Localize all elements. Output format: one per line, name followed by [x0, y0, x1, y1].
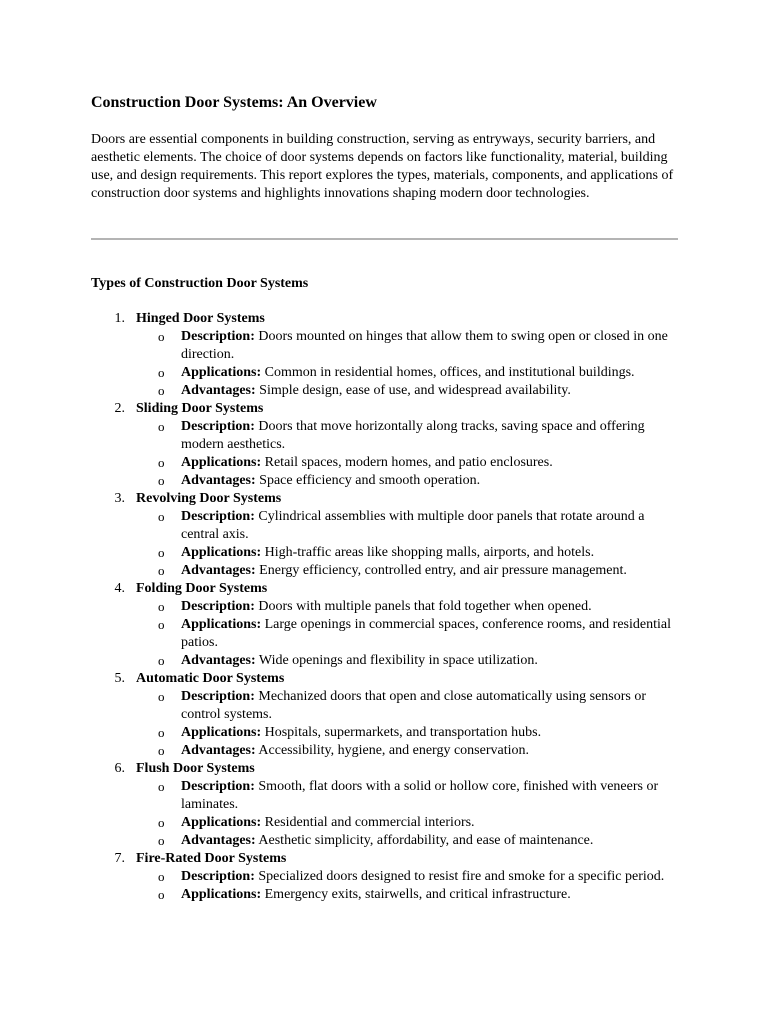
- detail-text: Large openings in commercial spaces, conference rooms, and residential patios.: [181, 617, 671, 650]
- detail-text: Smooth, flat doors with a solid or hollow core, finished with veneers or laminates.: [181, 779, 659, 812]
- bullet-icon: o: [158, 455, 165, 470]
- detail-label: Applications:: [181, 725, 262, 740]
- detail-item: [136, 652, 678, 670]
- detail-label: Description:: [181, 599, 255, 614]
- detail-text: Residential and commercial interiors.: [264, 815, 475, 830]
- detail-text: Accessibility, hygiene, and energy conservation.: [258, 743, 529, 758]
- door-type-details: [136, 418, 691, 490]
- detail-item: [136, 868, 678, 886]
- detail-text: Emergency exits, stairwells, and critical infrastructure.: [264, 887, 571, 902]
- detail-item: [136, 616, 678, 652]
- bullet-icon: o: [158, 617, 165, 632]
- detail-item: [136, 472, 678, 490]
- list-number: 6.: [114, 761, 125, 776]
- detail-item: [136, 832, 678, 850]
- detail-item: [136, 778, 678, 814]
- detail-label: Advantages:: [181, 743, 256, 758]
- detail-label: Applications:: [181, 815, 262, 830]
- list-number: 2.: [114, 401, 125, 416]
- door-type-item: [91, 310, 691, 400]
- bullet-icon: o: [158, 779, 165, 794]
- bullet-icon: o: [158, 887, 165, 902]
- detail-text: Doors mounted on hinges that allow them to swing open or closed in one direction.: [181, 329, 668, 362]
- bullet-icon: o: [158, 815, 165, 830]
- detail-text: Hospitals, supermarkets, and transportation hubs.: [264, 725, 542, 740]
- bullet-icon: o: [158, 383, 165, 398]
- detail-item: [136, 814, 678, 832]
- door-type-details: [136, 868, 691, 904]
- detail-label: Applications:: [181, 887, 262, 902]
- door-type-details: [136, 328, 691, 400]
- door-type-name: Flush Door Systems: [136, 761, 255, 776]
- detail-item: [136, 454, 678, 472]
- detail-item: [136, 418, 678, 454]
- detail-label: Advantages:: [181, 473, 256, 488]
- list-number: 7.: [114, 851, 125, 866]
- bullet-icon: o: [158, 689, 165, 704]
- bullet-icon: o: [158, 725, 165, 740]
- door-type-name: Revolving Door Systems: [136, 491, 282, 506]
- bullet-icon: o: [158, 329, 165, 344]
- door-type-name: Folding Door Systems: [136, 581, 268, 596]
- door-types-list: [91, 310, 691, 904]
- door-type-name: Hinged Door Systems: [136, 311, 265, 326]
- detail-label: Applications:: [181, 545, 262, 560]
- detail-label: Advantages:: [181, 833, 256, 848]
- door-type-name: Fire-Rated Door Systems: [136, 851, 287, 866]
- detail-label: Advantages:: [181, 563, 256, 578]
- bullet-icon: o: [158, 419, 165, 434]
- detail-label: Applications:: [181, 455, 262, 470]
- detail-text: Simple design, ease of use, and widespread availability.: [259, 383, 571, 398]
- door-type-name: Sliding Door Systems: [136, 401, 264, 416]
- detail-item: [136, 742, 678, 760]
- detail-text: Aesthetic simplicity, affordability, and ease of maintenance.: [258, 833, 594, 848]
- bullet-icon: o: [158, 833, 165, 848]
- door-type-item: [91, 580, 691, 670]
- bullet-icon: o: [158, 563, 165, 578]
- bullet-icon: o: [158, 653, 165, 668]
- detail-item: [136, 562, 678, 580]
- detail-item: [136, 724, 678, 742]
- detail-text: Retail spaces, modern homes, and patio enclosures.: [264, 455, 553, 470]
- detail-label: Description:: [181, 419, 255, 434]
- detail-label: Description:: [181, 329, 255, 344]
- list-number: 5.: [114, 671, 125, 686]
- document-title: Construction Door Systems: An Overview: [91, 94, 377, 111]
- horizontal-divider: [91, 238, 678, 240]
- detail-label: Description:: [181, 509, 255, 524]
- detail-label: Advantages:: [181, 653, 256, 668]
- section-heading: Types of Construction Door Systems: [91, 276, 309, 291]
- door-type-item: [91, 670, 691, 760]
- detail-label: Description:: [181, 779, 255, 794]
- door-type-name: Automatic Door Systems: [136, 671, 285, 686]
- detail-text: Wide openings and flexibility in space utilization.: [258, 653, 538, 668]
- bullet-icon: o: [158, 545, 165, 560]
- detail-item: [136, 364, 678, 382]
- door-type-item: [91, 490, 691, 580]
- detail-label: Description:: [181, 689, 255, 704]
- door-type-details: [136, 778, 691, 850]
- detail-item: [136, 598, 678, 616]
- door-type-item: [91, 760, 691, 850]
- detail-item: [136, 508, 678, 544]
- detail-text: High-traffic areas like shopping malls, airports, and hotels.: [264, 545, 595, 560]
- detail-item: [136, 544, 678, 562]
- bullet-icon: o: [158, 365, 165, 380]
- detail-item: [136, 328, 678, 364]
- detail-text: Doors with multiple panels that fold together when opened.: [258, 599, 592, 614]
- bullet-icon: o: [158, 743, 165, 758]
- detail-text: Specialized doors designed to resist fire and smoke for a specific period.: [258, 869, 665, 884]
- door-type-item: [91, 400, 691, 490]
- detail-label: Advantages:: [181, 383, 256, 398]
- detail-item: [136, 688, 678, 724]
- detail-text: Energy efficiency, controlled entry, and air pressure management.: [259, 563, 627, 578]
- detail-text: Cylindrical assemblies with multiple door panels that rotate around a central axis.: [181, 509, 645, 542]
- door-type-details: [136, 688, 691, 760]
- bullet-icon: o: [158, 869, 165, 884]
- door-type-item: [91, 850, 691, 904]
- detail-text: Common in residential homes, offices, and institutional buildings.: [264, 365, 635, 380]
- detail-text: Doors that move horizontally along tracks, saving space and offering modern aesthetics.: [181, 419, 645, 452]
- door-type-details: [136, 598, 691, 670]
- detail-text: Space efficiency and smooth operation.: [259, 473, 481, 488]
- list-number: 1.: [114, 311, 125, 326]
- door-type-details: [136, 508, 691, 580]
- detail-text: Mechanized doors that open and close automatically using sensors or control systems.: [181, 689, 647, 722]
- detail-item: [136, 382, 678, 400]
- bullet-icon: o: [158, 599, 165, 614]
- intro-paragraph: Doors are essential components in building construction, serving as entryways, security barriers, and aesthetic elements. The choice of door systems depends on factors like functionality, material, building use, and design requirements. This report explores the types, materials, components, and applications of construction door systems and highlights innovations shaping modern door technologies.: [91, 132, 674, 201]
- detail-label: Description:: [181, 869, 255, 884]
- detail-item: [136, 886, 678, 904]
- bullet-icon: o: [158, 509, 165, 524]
- bullet-icon: o: [158, 473, 165, 488]
- list-number: 4.: [114, 581, 125, 596]
- detail-label: Applications:: [181, 365, 262, 380]
- detail-label: Applications:: [181, 617, 262, 632]
- list-number: 3.: [114, 491, 125, 506]
